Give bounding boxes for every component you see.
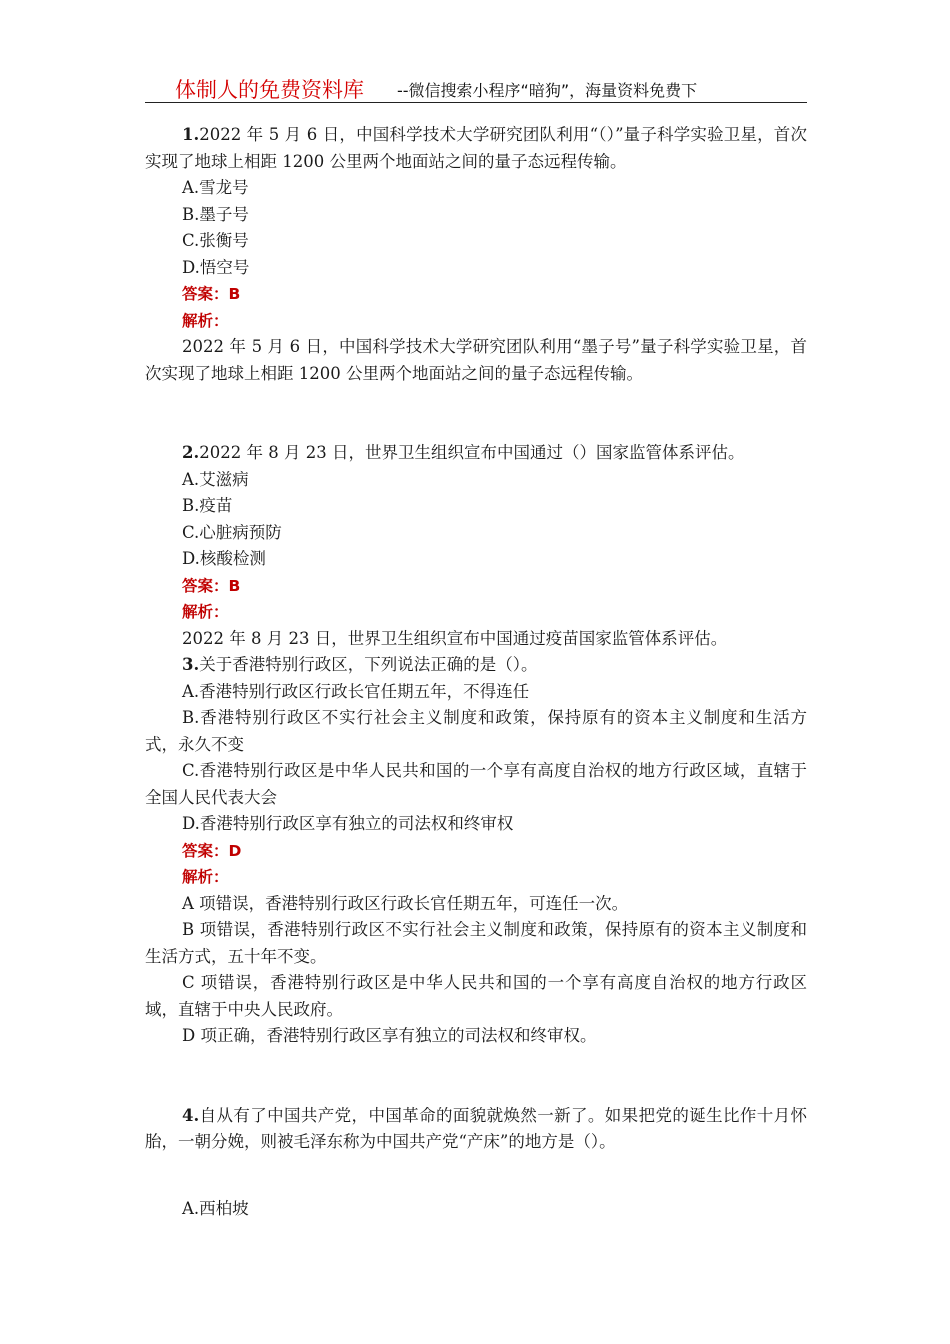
question-4-option-a: A.西柏坡 [182, 1198, 249, 1218]
question-2-number: 2. [182, 443, 200, 462]
question-3-analysis-b: B 项错误，香港特别行政区不实行社会主义制度和政策，保持原有的资本主义制度和生活方式，五十年不变。 [145, 920, 807, 966]
question-3-option-d: D.香港特别行政区享有独立的司法权和终审权 [182, 814, 514, 833]
question-1-stem: 1.2022 年 5 月 6 日，中国科学技术大学研究团队利用“（）”量子科学实验卫星，首次实现了地球上相距 1200 公里两个地面站之间的量子态远程传输。 [145, 125, 807, 171]
header-slogan: --微信搜索小程序“暗狗”，海量资料免费下 [397, 81, 698, 100]
question-3-analysis-c: C 项错误，香港特别行政区是中华人民共和国的一个享有高度自治权的地方行政区域，直辖于中央人民政府。 [145, 973, 807, 1019]
question-3-analysis-a: A 项错误，香港特别行政区行政长官任期五年，可连任一次。 [182, 893, 629, 913]
question-3-analysis-d: D 项正确，香港特别行政区享有独立的司法权和终审权。 [182, 1026, 597, 1045]
question-2-stem: 2.2022 年 8 月 23 日，世界卫生组织宣布中国通过（）国家监管体系评估。 [182, 443, 745, 462]
question-4-number: 4. [182, 1105, 200, 1125]
question-2-option-c: C.心脏病预防 [182, 522, 282, 542]
question-3-number: 3. [182, 655, 200, 674]
question-1-option-d: D.悟空号 [182, 257, 250, 277]
question-2-option-b: B.疫苗 [182, 496, 233, 515]
question-2-answer: 答案：B [182, 576, 241, 595]
question-1-analysis-label: 解析： [182, 311, 229, 330]
brand-title: 体制人的免费资料库 [175, 78, 364, 102]
question-2-option-d: D.核酸检测 [182, 549, 266, 568]
question-3-stem: 3.关于香港特别行政区，下列说法正确的是（）。 [182, 655, 538, 674]
document-body [145, 122, 807, 1222]
question-1-analysis: 2022 年 5 月 6 日，中国科学技术大学研究团队利用“墨子号”量子科学实验卫星，首次实现了地球上相距 1200 公里两个地面站之间的量子态远程传输。 [145, 337, 807, 383]
question-1-option-b: B.墨子号 [182, 204, 249, 224]
page-header [145, 72, 807, 103]
question-2-analysis-label: 解析： [182, 603, 229, 621]
question-4-stem: 4.自从有了中国共产党，中国革命的面貌就焕然一新了。如果把党的诞生比作十月怀胎，一朝分娩，则被毛泽东称为中国共产党“产床”的地方是（）。 [145, 1105, 807, 1151]
question-2-analysis: 2022 年 8 月 23 日，世界卫生组织宣布中国通过疫苗国家监管体系评估。 [182, 628, 728, 648]
question-1-answer: 答案：B [182, 285, 241, 303]
question-3-answer: 答案：D [182, 841, 242, 860]
question-1-option-c: C.张衡号 [182, 231, 249, 250]
question-1-option-a: A.雪龙号 [182, 178, 249, 197]
question-1-number: 1. [182, 125, 200, 144]
question-3-option-b: B.香港特别行政区不实行社会主义制度和政策，保持原有的资本主义制度和生活方式，永久不变 [145, 708, 807, 754]
question-2-option-a: A.艾滋病 [182, 469, 249, 489]
question-3-analysis-label: 解析： [182, 868, 229, 886]
question-3-option-c: C.香港特别行政区是中华人民共和国的一个享有高度自治权的地方行政区域，直辖于全国人民代表大会 [145, 761, 807, 807]
question-3-option-a: A.香港特别行政区行政长官任期五年，不得连任 [182, 681, 530, 701]
